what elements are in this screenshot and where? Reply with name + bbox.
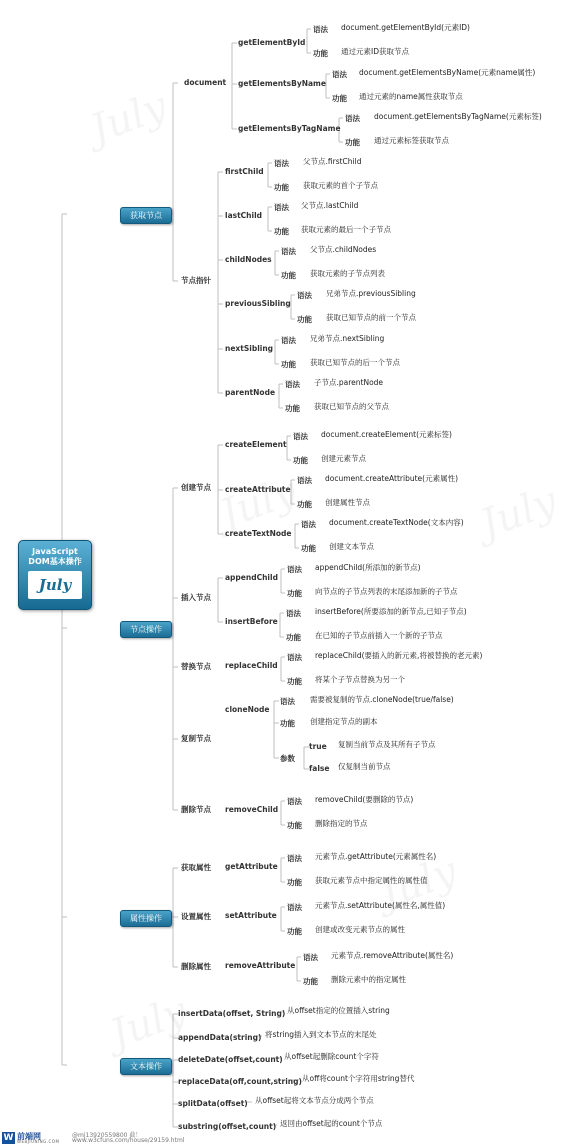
method-name: cloneNode: [225, 705, 270, 714]
syntax-label: 语法: [274, 159, 289, 168]
syntax-text: 需要被复制的节点.cloneNode(true/false): [310, 695, 454, 704]
method-name: childNodes: [225, 255, 272, 264]
method-name: nextSibling: [225, 344, 274, 353]
category-text-ops: 文本操作: [120, 1058, 172, 1075]
root-subtitle: DOM基本操作: [28, 557, 82, 566]
syntax-label: 语法: [345, 114, 360, 123]
syntax-label: 语法: [297, 291, 312, 300]
method-name: insertBefore: [225, 617, 278, 626]
function-label: 功能: [287, 589, 302, 598]
function-text: 创建指定节点的副本: [310, 717, 378, 726]
function-label: 功能: [287, 677, 302, 686]
function-label: 功能: [293, 456, 308, 465]
param-true: true: [309, 742, 327, 751]
syntax-label: 语法: [287, 565, 302, 574]
syntax-label: 语法: [281, 336, 296, 345]
param-false-desc: 仅复制当前节点: [338, 762, 391, 771]
syntax-text: 元素节点.getAttribute(元素属性名): [315, 852, 437, 861]
syntax-text: 元素节点.setAttribute(属性名,属性值): [315, 901, 446, 910]
method-name: removeAttribute: [225, 961, 296, 970]
method-name: replaceChild: [225, 661, 278, 670]
function-text: 删除指定的节点: [315, 819, 368, 828]
syntax-label: 语法: [287, 854, 302, 863]
function-label: 功能: [287, 878, 302, 887]
function-text: 通过元素标签获取节点: [374, 136, 449, 145]
brand-logo-icon: W: [3, 1133, 14, 1143]
syntax-label: 语法: [287, 797, 302, 806]
function-label: 功能: [286, 633, 301, 642]
text-op-desc: 将string插入到文本节点的末尾处: [265, 1030, 377, 1039]
function-label: 功能: [297, 500, 312, 509]
syntax-text: removeChild(要删除的节点): [315, 795, 414, 804]
method-name: getElementsByTagName: [238, 124, 341, 133]
syntax-label: 语法: [285, 380, 300, 389]
footer: [0, 1130, 565, 1146]
method-name: getElementsByName: [238, 79, 326, 88]
syntax-text: document.getElementById(元素ID): [341, 23, 470, 32]
group-node-pointer: 节点指针: [181, 276, 211, 285]
function-text: 创建属性节点: [325, 498, 370, 507]
function-text: 获取元素节点中指定属性的属性值: [315, 876, 428, 885]
syntax-label: 语法: [274, 203, 289, 212]
method-name: lastChild: [225, 211, 263, 220]
group-create: 创建节点: [181, 483, 211, 492]
function-label: 功能: [285, 404, 300, 413]
syntax-text: 元素节点.removeAttribute(属性名): [331, 951, 454, 960]
group-document: document: [184, 78, 227, 87]
function-label: 功能: [274, 227, 289, 236]
param-true-desc: 复制当前节点及其所有子节点: [338, 740, 436, 749]
method-name: createElement: [225, 440, 287, 449]
brand-site: WEBJIUNING.COM: [17, 1139, 60, 1144]
function-text: 通过元素的name属性获取节点: [359, 92, 463, 101]
syntax-text: document.createAttribute(元素属性): [325, 474, 459, 483]
group-clone: 复制节点: [181, 734, 211, 743]
syntax-text: 父节点.lastChild: [301, 201, 359, 210]
syntax-label: 语法: [286, 609, 301, 618]
syntax-label: 语法: [280, 697, 295, 706]
text-op-name: appendData(string): [178, 1033, 262, 1042]
syntax-label: 语法: [303, 953, 318, 962]
method-name: removeChild: [225, 805, 279, 814]
function-text: 通过元素ID获取节点: [341, 47, 409, 56]
text-op-name: replaceData(off,count,string): [178, 1077, 302, 1086]
syntax-text: document.createTextNode(文本内容): [329, 518, 464, 527]
syntax-label: 语法: [301, 520, 316, 529]
function-text: 在已知的子节点前插入一个新的子节点: [315, 631, 443, 640]
function-label: 功能: [274, 183, 289, 192]
syntax-text: 父节点.childNodes: [310, 245, 377, 254]
group-replace: 替换节点: [181, 662, 211, 671]
text-op-desc: 从offset起将文本节点分成两个节点: [255, 1096, 374, 1105]
method-name: parentNode: [225, 388, 276, 397]
function-label: 功能: [301, 544, 316, 553]
function-text: 将某个子节点替换为另一个: [315, 675, 405, 684]
function-text: 删除元素中的指定属性: [331, 975, 406, 984]
syntax-text: 兄弟节点.previousSibling: [326, 289, 416, 298]
group-insert: 插入节点: [181, 593, 211, 602]
category-node-ops: 节点操作: [120, 621, 172, 638]
syntax-text: replaceChild(要插入的新元素,将被替换的老元素): [315, 651, 483, 660]
source-url: www.w3cfuns.com/house/29159.html: [72, 1137, 185, 1144]
param-label: 参数: [280, 754, 295, 763]
syntax-label: 语法: [287, 903, 302, 912]
function-label: 功能: [281, 360, 296, 369]
syntax-label: 语法: [297, 476, 312, 485]
text-op-desc: 从offset指定的位置插入string: [287, 1006, 390, 1015]
text-op-name: splitData(offset): [178, 1099, 248, 1108]
brand-name: 前端网: [17, 1132, 41, 1141]
category-attr-ops: 属性操作: [120, 910, 172, 927]
method-name: createTextNode: [225, 529, 292, 538]
syntax-text: 兄弟节点.nextSibling: [310, 334, 385, 343]
group-remove-attr: 删除属性: [181, 962, 211, 971]
function-text: 创建或改变元素节点的属性: [315, 925, 405, 934]
function-label: 功能: [287, 821, 302, 830]
function-text: 获取元素的首个子节点: [303, 181, 378, 190]
function-text: 获取已知节点的后一个节点: [310, 358, 400, 367]
method-name: firstChild: [225, 167, 264, 176]
function-label: 功能: [313, 49, 328, 58]
function-label: 功能: [287, 927, 302, 936]
text-op-desc: 返回由offset起的count个节点: [280, 1119, 383, 1128]
syntax-text: 子节点.parentNode: [314, 378, 384, 387]
syntax-label: 语法: [287, 653, 302, 662]
group-set-attr: 设置属性: [181, 912, 211, 921]
method-name: createAttribute: [225, 485, 291, 494]
function-text: 获取已知节点的父节点: [314, 402, 389, 411]
function-text: 获取元素的子节点列表: [310, 269, 385, 278]
syntax-label: 语法: [332, 70, 347, 79]
syntax-label: 语法: [293, 432, 308, 441]
text-op-name: substring(offset,count): [178, 1122, 277, 1131]
text-op-desc: 从offset起删除count个字符: [284, 1052, 379, 1061]
group-delete: 删除节点: [181, 805, 211, 814]
param-false: false: [309, 764, 330, 773]
function-text: 向节点的子节点列表的末尾添加新的子节点: [315, 587, 458, 596]
function-label: 功能: [303, 977, 318, 986]
syntax-text: document.getElementsByName(元素name属性): [359, 68, 536, 77]
function-text: 创建元素节点: [321, 454, 366, 463]
syntax-text: 父节点.firstChild: [303, 157, 362, 166]
method-name: previousSibling: [225, 299, 291, 308]
function-label: 功能: [281, 271, 296, 280]
function-text: 获取元素的最后一个子节点: [301, 225, 391, 234]
text-op-desc: 从off将count个字符用string替代: [302, 1074, 415, 1083]
function-label: 功能: [280, 719, 295, 728]
method-name: appendChild: [225, 573, 278, 582]
function-text: 创建文本节点: [329, 542, 374, 551]
syntax-text: appendChild(所添加的新节点): [315, 563, 421, 572]
method-name: getElementById: [238, 38, 306, 47]
method-name: setAttribute: [225, 911, 277, 920]
syntax-text: document.getElementsByTagName(元素标签): [374, 112, 542, 121]
author-credit: @mj13920559800 截！: [72, 1132, 142, 1139]
group-get-attr: 获取属性: [181, 863, 211, 872]
syntax-text: insertBefore(所要添加的新节点,已知子节点): [315, 607, 467, 616]
method-name: getAttribute: [225, 862, 278, 871]
function-label: 功能: [345, 138, 360, 147]
syntax-label: 语法: [313, 25, 328, 34]
function-text: 获取已知节点的前一个节点: [326, 313, 416, 322]
syntax-label: 语法: [281, 247, 296, 256]
syntax-text: document.createElement(元素标签): [321, 430, 452, 439]
function-label: 功能: [297, 315, 312, 324]
july-logo: July: [28, 571, 82, 599]
root-title: JavaScript: [32, 547, 78, 556]
function-label: 功能: [332, 94, 347, 103]
text-op-name: insertData(offset, String): [178, 1009, 286, 1018]
category-get-nodes: 获取节点: [120, 207, 172, 224]
root-node: [18, 540, 92, 610]
text-op-name: deleteDate(offset,count): [178, 1055, 283, 1064]
